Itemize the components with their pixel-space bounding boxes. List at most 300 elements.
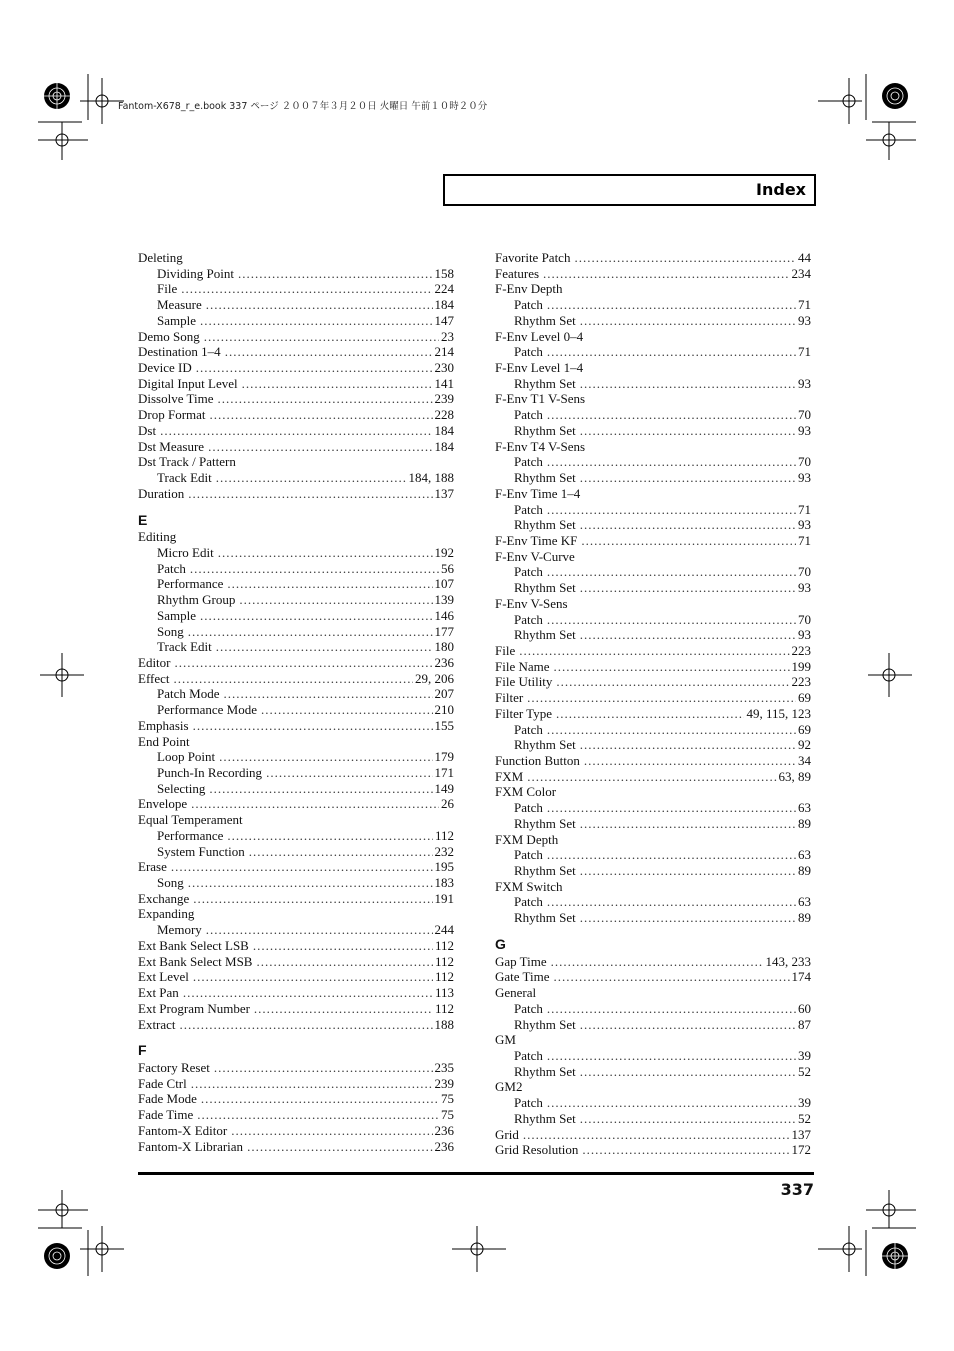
- entry-page-number: 177: [434, 623, 454, 639]
- entry-label: Digital Input Level: [138, 375, 238, 391]
- index-subentry: [495, 423, 811, 439]
- entry-page-number: 49, 115, 123: [746, 705, 811, 721]
- dot-leader: [256, 954, 433, 970]
- dot-leader: [580, 1064, 796, 1080]
- index-entry: [495, 533, 811, 549]
- index-entry: [138, 439, 454, 455]
- index-entry: [138, 407, 454, 423]
- entry-page-number: 199: [791, 658, 811, 674]
- entry-page-number: 93: [798, 470, 811, 486]
- index-entry: [495, 784, 811, 800]
- entry-page-number: 179: [434, 749, 454, 765]
- entry-label: F-Env Time KF: [495, 532, 578, 548]
- entry-page-number: 214: [434, 344, 454, 360]
- entry-page-number: 143, 233: [765, 953, 811, 969]
- index-subentry: [138, 844, 454, 860]
- index-entry: [495, 674, 811, 690]
- entry-page-number: 70: [798, 564, 811, 580]
- dot-leader: [238, 266, 433, 282]
- dot-leader: [580, 376, 796, 392]
- section-title: Index: [756, 180, 806, 199]
- entry-page-number: 29, 206: [415, 670, 454, 686]
- entry-label: Measure: [157, 297, 202, 313]
- entry-label: End Point: [138, 733, 190, 749]
- index-entry: [138, 734, 454, 750]
- index-entry: [138, 859, 454, 875]
- index-subentry: [495, 344, 811, 360]
- dot-leader: [547, 847, 796, 863]
- entry-label: Erase: [138, 859, 167, 875]
- entry-page-number: 239: [434, 1075, 454, 1091]
- dot-leader: [183, 985, 433, 1001]
- index-entry: [495, 954, 811, 970]
- entry-page-number: 236: [434, 1138, 454, 1154]
- dot-leader: [218, 545, 433, 561]
- dot-leader: [239, 592, 432, 608]
- index-subentry: [138, 781, 454, 797]
- entry-page-number: 155: [434, 717, 454, 733]
- entry-label: Rhythm Set: [514, 580, 576, 596]
- dot-leader: [581, 533, 796, 549]
- entry-label: Rhythm Set: [514, 375, 576, 391]
- entry-label: F-Env V-Sens: [495, 595, 568, 611]
- index-entry: [495, 391, 811, 407]
- dot-leader: [160, 423, 432, 439]
- entry-label: Deleting: [138, 250, 183, 265]
- entry-page-number: 112: [434, 969, 454, 985]
- dot-leader: [219, 749, 432, 765]
- entry-page-number: 191: [434, 890, 454, 906]
- entry-label: Drop Format: [138, 407, 206, 423]
- index-entry: [138, 671, 454, 687]
- entry-page-number: 89: [798, 910, 811, 926]
- entry-page-number: 63: [798, 894, 811, 910]
- dot-leader: [580, 737, 796, 753]
- dot-leader: [218, 391, 433, 407]
- index-entry: [495, 985, 811, 1001]
- entry-page-number: 87: [798, 1016, 811, 1032]
- index-entry: [138, 1001, 454, 1017]
- dot-leader: [574, 250, 796, 266]
- index-subentry: [495, 454, 811, 470]
- index-entry: [495, 1142, 811, 1158]
- index-entry: [495, 643, 811, 659]
- dot-leader: [190, 561, 439, 577]
- index-column-left: [138, 250, 454, 1154]
- index-subentry: [495, 816, 811, 832]
- index-subentry: [495, 376, 811, 392]
- entry-label: Demo Song: [138, 328, 200, 344]
- dot-leader: [216, 470, 407, 486]
- entry-page-number: 192: [434, 544, 454, 560]
- entry-label: GM2: [495, 1079, 523, 1095]
- entry-page-number: 184: [434, 422, 454, 438]
- entry-page-number: 137: [434, 485, 454, 501]
- index-subentry: [495, 1017, 811, 1033]
- dot-leader: [223, 686, 432, 702]
- index-subentry: [138, 875, 454, 891]
- entry-page-number: 184: [434, 438, 454, 454]
- dot-leader: [200, 608, 433, 624]
- entry-label: FXM Color: [495, 784, 557, 800]
- dot-leader: [580, 580, 796, 596]
- entry-label: Factory Reset: [138, 1059, 210, 1075]
- index-subentry: [495, 1048, 811, 1064]
- dot-leader: [547, 454, 796, 470]
- index-subentry: [138, 922, 454, 938]
- index-entry: [138, 1123, 454, 1139]
- dot-leader: [554, 659, 790, 675]
- dot-leader: [200, 313, 433, 329]
- index-entry: [495, 1079, 811, 1095]
- entry-label: Patch: [514, 894, 543, 910]
- index-subentry: [495, 502, 811, 518]
- entry-label: Rhythm Set: [514, 627, 576, 643]
- index-subentry: [495, 564, 811, 580]
- index-letter-heading: E: [138, 511, 148, 528]
- index-subentry: [495, 1095, 811, 1111]
- index-subentry: [138, 313, 454, 329]
- index-entry: [138, 344, 454, 360]
- index-entry: [138, 529, 454, 545]
- dot-leader: [210, 407, 433, 423]
- entry-label: F-Env Time 1–4: [495, 485, 581, 501]
- index-subentry: [495, 297, 811, 313]
- entry-label: Equal Temperament: [138, 812, 243, 828]
- dot-leader: [197, 1107, 439, 1123]
- dot-leader: [556, 706, 744, 722]
- entry-label: Rhythm Group: [157, 592, 236, 608]
- dot-leader: [551, 954, 764, 970]
- dot-leader: [209, 781, 432, 797]
- dot-leader: [175, 655, 433, 671]
- entry-label: Patch: [514, 1000, 543, 1016]
- entry-page-number: 71: [798, 344, 811, 360]
- entry-page-number: 52: [798, 1063, 811, 1079]
- entry-label: Dst Measure: [138, 438, 205, 454]
- dot-leader: [188, 624, 433, 640]
- index-entry: [138, 486, 454, 502]
- entry-label: Rhythm Set: [514, 815, 576, 831]
- entry-label: Gap Time: [495, 953, 547, 969]
- entry-page-number: 69: [798, 721, 811, 737]
- entry-page-number: 244: [434, 922, 454, 938]
- entry-page-number: 70: [798, 611, 811, 627]
- dot-leader: [547, 1095, 796, 1111]
- entry-label: Dividing Point: [157, 265, 234, 281]
- dot-leader: [547, 407, 796, 423]
- dot-leader: [225, 344, 433, 360]
- dot-leader: [547, 564, 796, 580]
- index-subentry: [138, 297, 454, 313]
- dot-leader: [214, 1060, 433, 1076]
- dot-leader: [527, 769, 776, 785]
- entry-label: Rhythm Set: [514, 312, 576, 328]
- entry-page-number: 89: [798, 863, 811, 879]
- dot-leader: [206, 297, 433, 313]
- entry-label: Filter: [495, 690, 524, 706]
- entry-label: Performance: [157, 576, 224, 592]
- dot-leader: [580, 816, 796, 832]
- entry-label: Song: [157, 875, 184, 891]
- dot-leader: [547, 800, 796, 816]
- entry-label: Patch: [514, 847, 543, 863]
- dot-leader: [580, 863, 796, 879]
- index-subentry: [495, 612, 811, 628]
- entry-label: Patch: [514, 1047, 543, 1063]
- entry-page-number: 71: [798, 501, 811, 517]
- index-entry: [495, 1127, 811, 1143]
- dot-leader: [556, 674, 789, 690]
- dot-leader: [181, 281, 432, 297]
- entry-page-number: 93: [798, 580, 811, 596]
- dot-leader: [547, 502, 796, 518]
- entry-page-number: 56: [441, 560, 454, 576]
- index-subentry: [138, 266, 454, 282]
- entry-page-number: 137: [791, 1126, 811, 1142]
- entry-page-number: 149: [434, 780, 454, 796]
- dot-leader: [547, 297, 796, 313]
- entry-label: Performance Mode: [157, 702, 257, 718]
- entry-page-number: 70: [798, 407, 811, 423]
- entry-page-number: 184, 188: [408, 470, 454, 486]
- entry-page-number: 75: [441, 1091, 454, 1107]
- dot-leader: [266, 765, 432, 781]
- dot-leader: [580, 627, 796, 643]
- index-entry: [138, 796, 454, 812]
- entry-label: Rhythm Set: [514, 863, 576, 879]
- entry-page-number: 23: [441, 328, 454, 344]
- entry-label: Envelope: [138, 796, 188, 812]
- index-entry: [495, 706, 811, 722]
- entry-label: Ext Bank Select LSB: [138, 937, 249, 953]
- dot-leader: [193, 718, 433, 734]
- index-entry: [138, 360, 454, 376]
- dot-leader: [547, 894, 796, 910]
- dot-leader: [174, 671, 413, 687]
- entry-label: Grid: [495, 1126, 519, 1142]
- dot-leader: [547, 612, 796, 628]
- dot-leader: [543, 266, 789, 282]
- entry-label: File: [495, 642, 516, 658]
- index-entry: [495, 879, 811, 895]
- entry-page-number: 184: [434, 297, 454, 313]
- entry-page-number: 92: [798, 737, 811, 753]
- dot-leader: [242, 376, 433, 392]
- index-entry: [138, 718, 454, 734]
- dot-leader: [523, 1127, 790, 1143]
- index-subentry: [138, 470, 454, 486]
- index-entry: [495, 753, 811, 769]
- index-subentry: [495, 722, 811, 738]
- entry-page-number: 71: [798, 532, 811, 548]
- index-entry: [138, 329, 454, 345]
- dot-leader: [547, 1048, 796, 1064]
- entry-label: Effect: [138, 670, 170, 686]
- entry-label: Device ID: [138, 360, 192, 376]
- dot-leader: [580, 423, 796, 439]
- entry-page-number: 171: [434, 765, 454, 780]
- entry-label: Patch: [514, 454, 543, 470]
- entry-label: Grid Resolution: [495, 1142, 579, 1158]
- entry-page-number: 174: [791, 969, 811, 985]
- entry-page-number: 112: [434, 937, 454, 953]
- index-subentry: [495, 847, 811, 863]
- index-entry: [138, 906, 454, 922]
- entry-page-number: 230: [434, 360, 454, 376]
- dot-leader: [227, 576, 432, 592]
- index-letter-heading: G: [495, 935, 506, 952]
- index-subentry: [495, 1111, 811, 1127]
- entry-page-number: 93: [798, 422, 811, 438]
- index-entry: [138, 1091, 454, 1107]
- index-subentry: [138, 639, 454, 655]
- dot-leader: [231, 1123, 432, 1139]
- dot-leader: [580, 470, 796, 486]
- dot-leader: [254, 1001, 433, 1017]
- index-entry: [138, 969, 454, 985]
- dot-leader: [193, 969, 433, 985]
- index-subentry: [138, 624, 454, 640]
- entry-label: Patch: [157, 560, 186, 576]
- index-subentry: [138, 702, 454, 718]
- dot-leader: [580, 1111, 796, 1127]
- entry-label: Track Edit: [157, 639, 212, 655]
- dot-leader: [204, 329, 439, 345]
- index-entry: [495, 690, 811, 706]
- index-entry: [495, 329, 811, 345]
- entry-page-number: 71: [798, 297, 811, 313]
- entry-page-number: 63: [798, 847, 811, 863]
- entry-page-number: 60: [798, 1000, 811, 1016]
- entry-label: Patch: [514, 501, 543, 517]
- entry-page-number: 236: [434, 654, 454, 670]
- index-subentry: [495, 910, 811, 926]
- entry-page-number: 172: [791, 1142, 811, 1158]
- index-subentry: [495, 1064, 811, 1080]
- entry-page-number: 93: [798, 312, 811, 328]
- dot-leader: [188, 875, 433, 891]
- entry-page-number: 139: [434, 592, 454, 608]
- entry-page-number: 223: [791, 674, 811, 690]
- entry-label: FXM Switch: [495, 878, 563, 894]
- index-subentry: [495, 470, 811, 486]
- entry-label: Fantom-X Editor: [138, 1122, 228, 1138]
- entry-page-number: 207: [434, 686, 454, 702]
- entry-label: Sample: [157, 607, 196, 623]
- entry-page-number: 93: [798, 375, 811, 391]
- index-subentry: [138, 281, 454, 297]
- dot-leader: [547, 1001, 796, 1017]
- dot-leader: [171, 859, 433, 875]
- entry-label: Loop Point: [157, 749, 216, 765]
- entry-label: Editing: [138, 529, 177, 545]
- index-subentry: [138, 561, 454, 577]
- index-entry: [138, 812, 454, 828]
- index-entry: [495, 486, 811, 502]
- entry-label: Fade Time: [138, 1107, 194, 1123]
- entry-page-number: 93: [798, 627, 811, 643]
- entry-label: Punch-In Recording: [157, 765, 263, 780]
- dot-leader: [180, 1017, 433, 1033]
- entry-page-number: 195: [434, 859, 454, 875]
- entry-label: Rhythm Set: [514, 470, 576, 486]
- entry-label: Patch: [514, 407, 543, 423]
- index-subentry: [495, 737, 811, 753]
- index-subentry: [495, 800, 811, 816]
- index-entry: [495, 1032, 811, 1048]
- dot-leader: [191, 796, 439, 812]
- entry-page-number: 234: [791, 265, 811, 281]
- page-number: 337: [780, 1180, 814, 1199]
- entry-label: F-Env Level 0–4: [495, 328, 584, 344]
- entry-page-number: 158: [434, 265, 454, 281]
- dot-leader: [580, 910, 796, 926]
- index-entry: [495, 250, 811, 266]
- entry-label: Rhythm Set: [514, 1063, 576, 1079]
- dot-leader: [208, 439, 432, 455]
- entry-label: Patch: [514, 564, 543, 580]
- dot-leader: [216, 639, 433, 655]
- entry-label: Dst Track / Pattern: [138, 454, 236, 470]
- index-entry: [138, 891, 454, 907]
- entry-label: Micro Edit: [157, 544, 214, 560]
- entry-label: Sample: [157, 312, 196, 328]
- entry-label: Rhythm Set: [514, 517, 576, 533]
- entry-label: Ext Pan: [138, 985, 179, 1001]
- entry-label: FXM: [495, 768, 524, 784]
- entry-label: Patch Mode: [157, 686, 220, 702]
- index-subentry: [138, 592, 454, 608]
- entry-label: Performance: [157, 827, 224, 843]
- entry-page-number: 63: [798, 800, 811, 816]
- entry-label: Track Edit: [157, 470, 212, 486]
- dot-leader: [582, 1142, 789, 1158]
- dot-leader: [247, 1139, 432, 1155]
- index-entry: [138, 1076, 454, 1092]
- entry-page-number: 147: [434, 312, 454, 328]
- entry-label: Patch: [514, 297, 543, 313]
- index-entry: [138, 423, 454, 439]
- entry-page-number: 236: [434, 1122, 454, 1138]
- entry-label: Editor: [138, 654, 171, 670]
- entry-label: F-Env Level 1–4: [495, 360, 584, 376]
- index-entry: [138, 1107, 454, 1123]
- entry-label: Exchange: [138, 890, 190, 906]
- entry-label: Destination 1–4: [138, 344, 221, 360]
- entry-label: Expanding: [138, 906, 195, 922]
- entry-label: File: [157, 281, 178, 297]
- entry-page-number: 180: [434, 639, 454, 655]
- index-subentry: [138, 576, 454, 592]
- entry-label: System Function: [157, 843, 245, 859]
- index-subentry: [495, 580, 811, 596]
- index-entry: [495, 266, 811, 282]
- entry-page-number: 112: [434, 953, 454, 969]
- entry-label: Features: [495, 265, 540, 281]
- entry-page-number: 69: [798, 690, 811, 706]
- entry-page-number: 89: [798, 815, 811, 831]
- footer-rule: [138, 1172, 814, 1175]
- index-entry: [138, 454, 454, 470]
- entry-label: Ext Bank Select MSB: [138, 953, 253, 969]
- index-entry: [495, 969, 811, 985]
- entry-label: GM: [495, 1032, 516, 1048]
- entry-label: Patch: [514, 611, 543, 627]
- entry-label: Ext Level: [138, 969, 189, 985]
- dot-leader: [253, 938, 433, 954]
- entry-label: Gate Time: [495, 969, 550, 985]
